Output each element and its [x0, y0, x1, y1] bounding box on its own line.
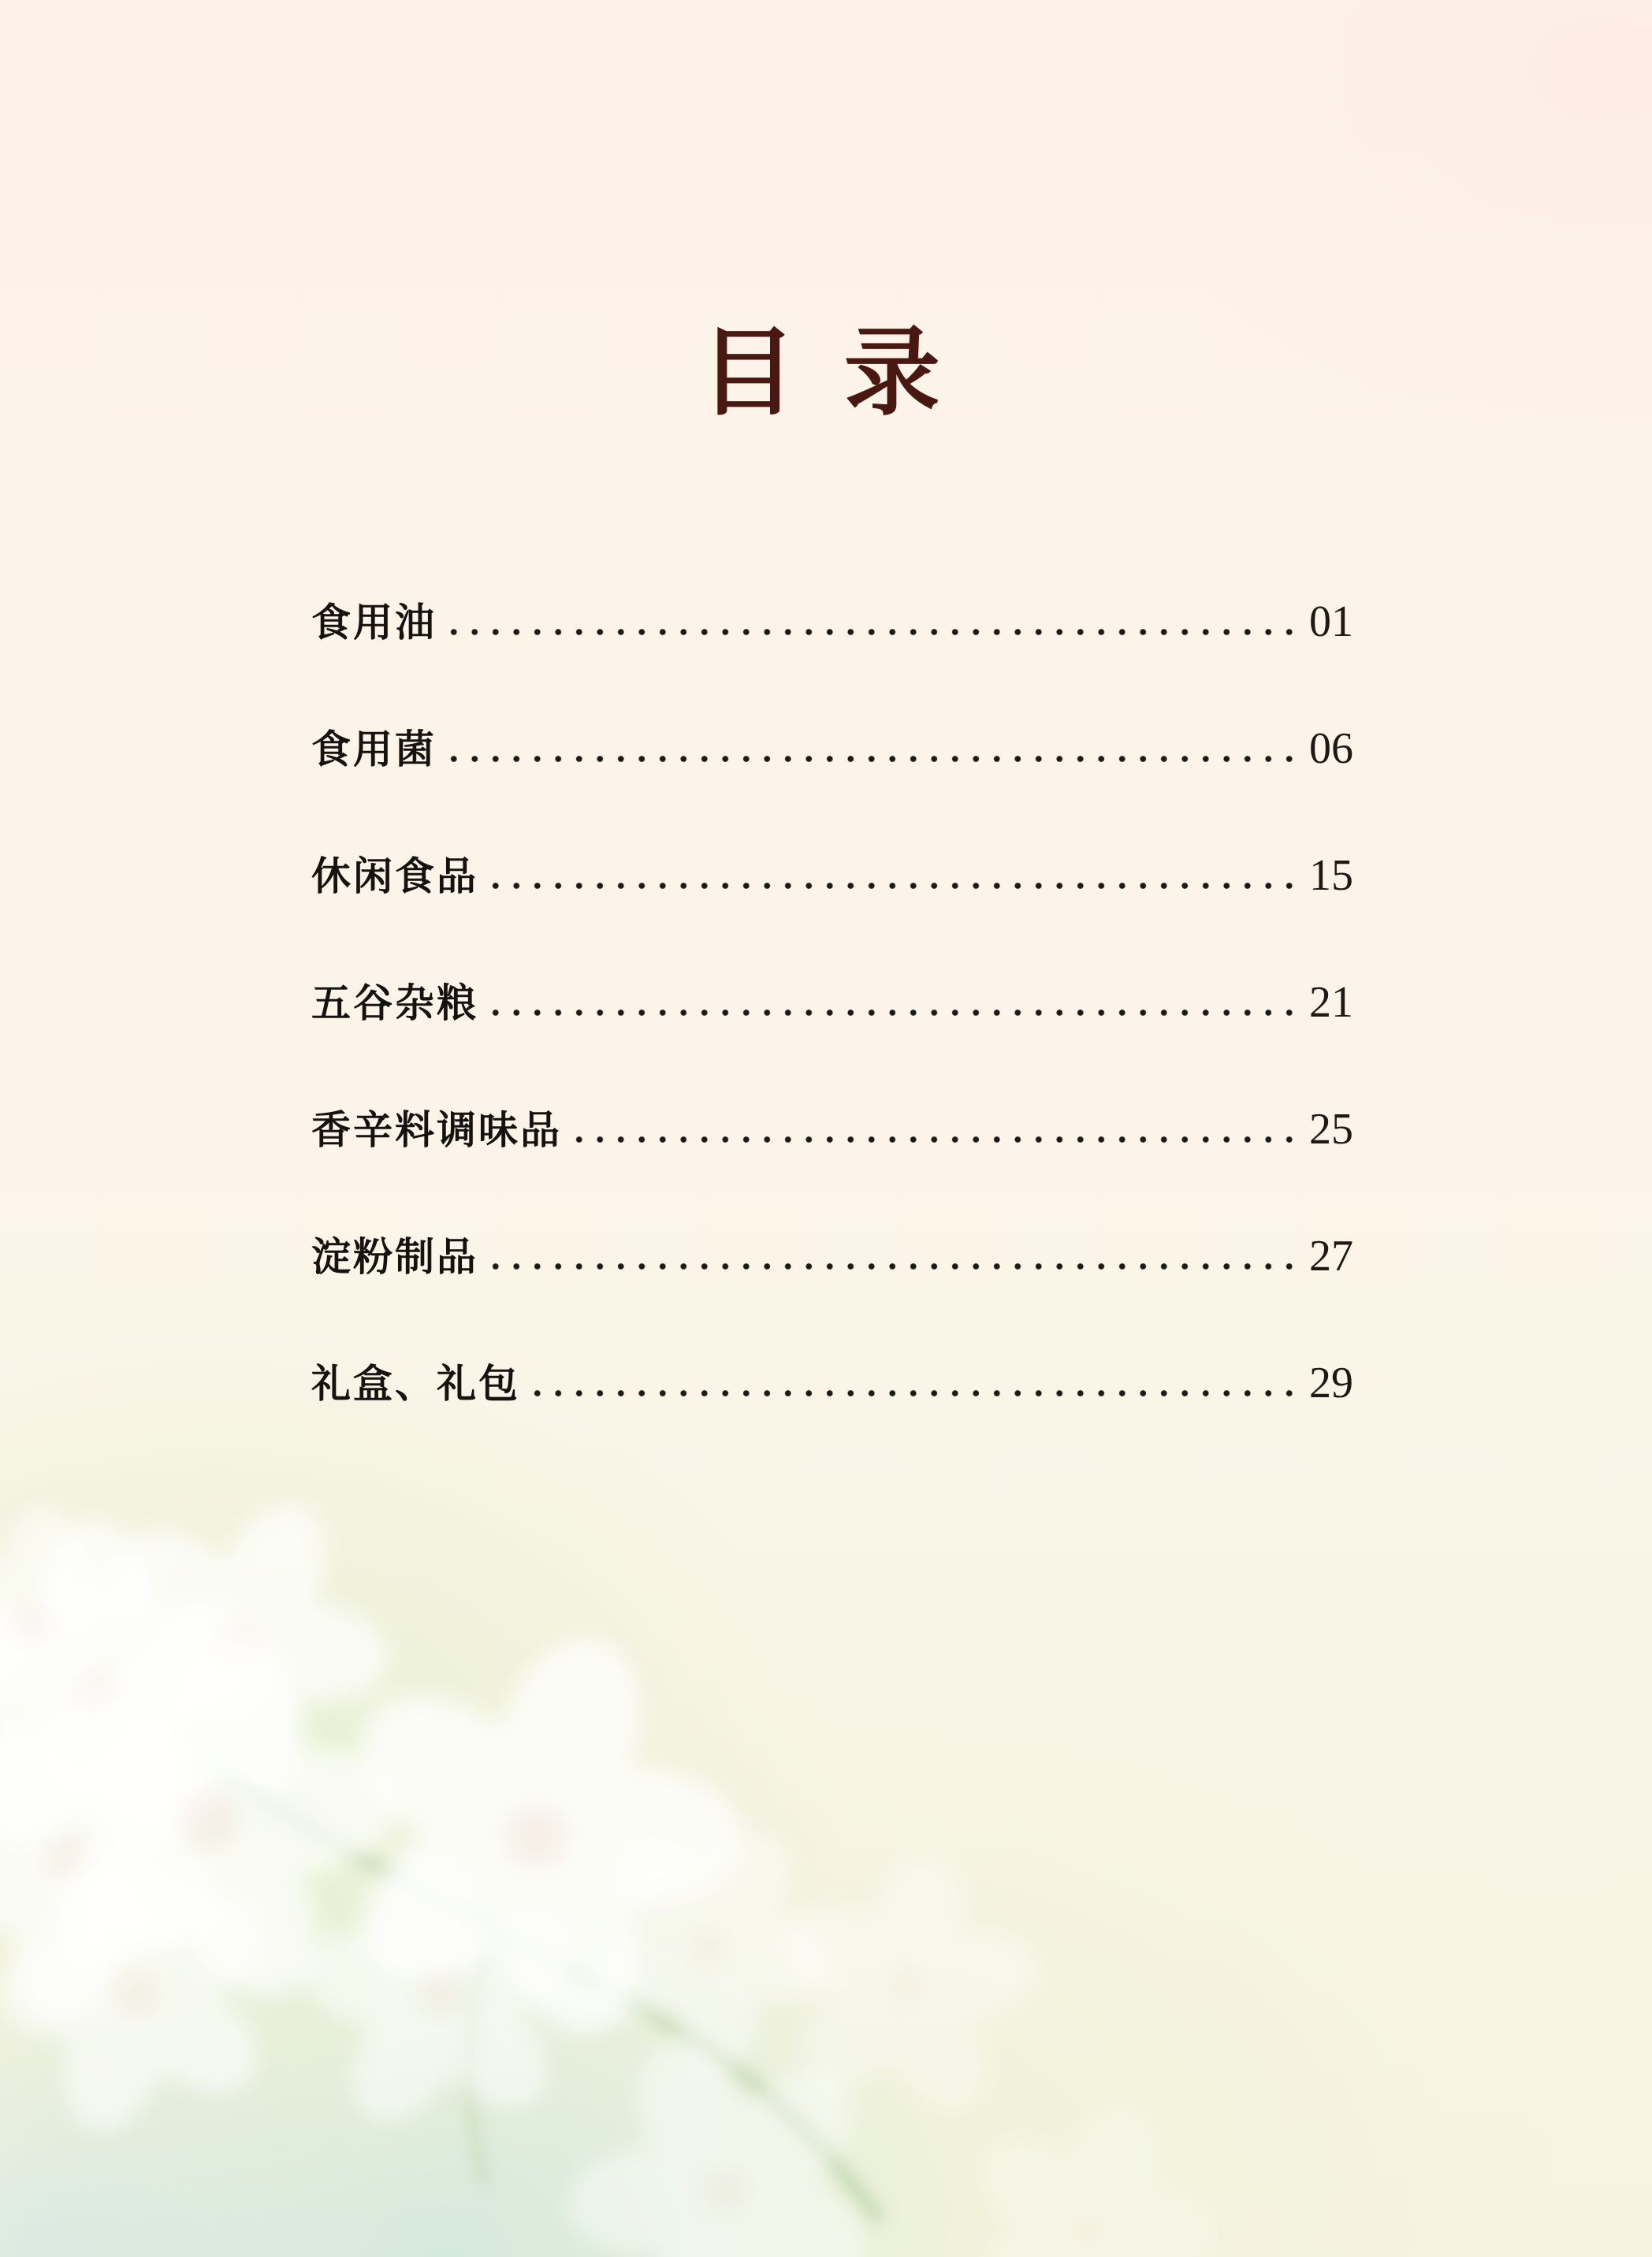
toc-entry-label: 礼盒、礼包 — [311, 1362, 520, 1406]
toc-entry-label: 淀粉制品 — [311, 1235, 478, 1279]
toc-entry-dot-leader — [485, 1009, 1300, 1017]
toc-entry-label: 香辛料调味品 — [311, 1108, 562, 1152]
toc-entry-page-number: 21 — [1309, 978, 1353, 1027]
toc-entry-dot-leader — [443, 755, 1300, 763]
toc-entry-page-number: 27 — [1309, 1232, 1353, 1281]
toc-entry-dot-leader — [485, 1262, 1300, 1270]
toc-entry-label: 食用油 — [311, 601, 437, 645]
toc-entry-page-number: 15 — [1309, 851, 1353, 900]
toc-entry — [311, 1105, 1353, 1154]
toc-entry — [311, 851, 1353, 900]
toc-entry-page-number: 29 — [1309, 1359, 1353, 1407]
toc-entry-label: 食用菌 — [311, 727, 437, 772]
toc-entry-label: 五谷杂粮 — [311, 981, 478, 1025]
toc-entry-dot-leader — [443, 628, 1300, 636]
toc-entry — [311, 1232, 1353, 1281]
toc-entry-page-number: 06 — [1309, 724, 1353, 773]
toc-entry-label: 休闲食品 — [311, 854, 478, 898]
toc-entry — [311, 597, 1353, 646]
toc-entry — [311, 724, 1353, 773]
toc-entry-dot-leader — [485, 882, 1300, 890]
toc-entry-dot-leader — [568, 1136, 1300, 1143]
toc-entry-page-number: 25 — [1309, 1105, 1353, 1154]
toc-entry — [311, 978, 1353, 1027]
toc-entry-page-number: 01 — [1309, 597, 1353, 646]
toc-entry-dot-leader — [526, 1389, 1300, 1397]
page-title: 目 录 — [700, 321, 952, 427]
toc-entry — [311, 1359, 1353, 1407]
toc-list — [311, 597, 1353, 1490]
